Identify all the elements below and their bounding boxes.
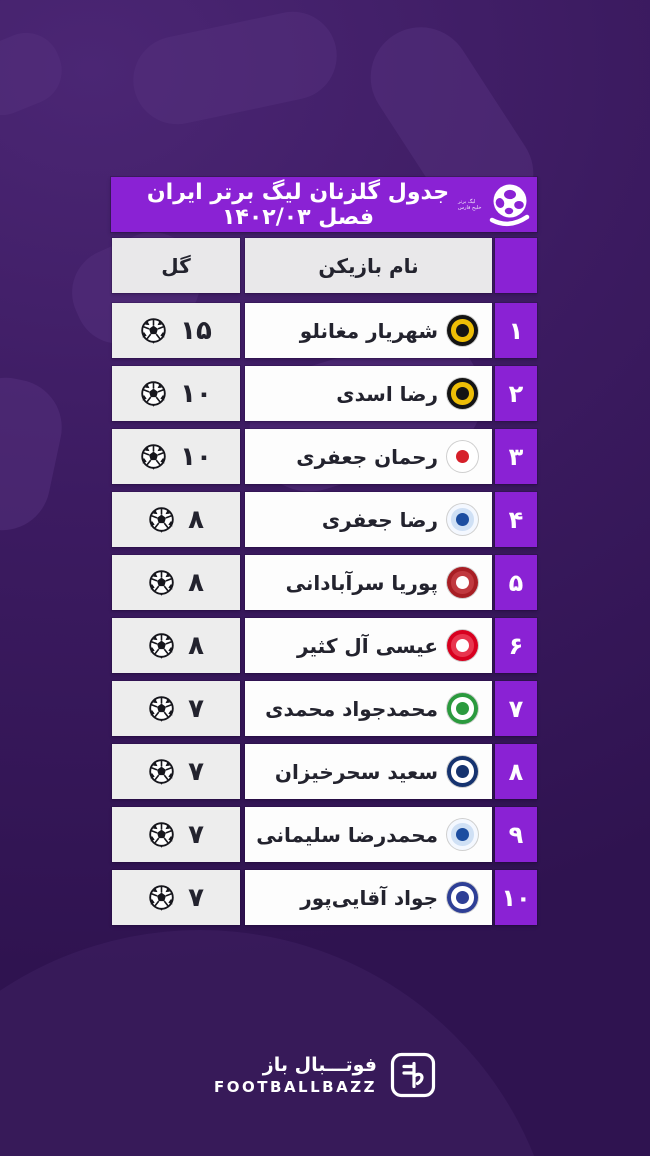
club-logo-ring	[451, 886, 473, 908]
rank-cell	[495, 366, 537, 421]
club-logo-green-club	[447, 693, 478, 724]
club-logo-core	[456, 576, 469, 589]
brand-name-english: FOOTBALLBAZZ	[214, 1077, 377, 1096]
player-cell	[245, 870, 492, 925]
rank-value: ۱۰	[501, 883, 531, 912]
rank-value: ۷	[508, 694, 524, 723]
title-bar	[111, 177, 537, 232]
rank-cell	[495, 429, 537, 484]
table-row	[112, 681, 537, 736]
rank-cell	[495, 303, 537, 358]
brand-name-persian: فوتـــبال باز	[262, 1053, 377, 1076]
club-logo-core	[456, 513, 469, 526]
club-logo-persepolis	[447, 630, 478, 661]
goals-cell	[112, 492, 240, 547]
soccer-ball-icon	[148, 821, 175, 848]
goals-cell	[112, 870, 240, 925]
table-row	[112, 807, 537, 862]
rank-value: ۹	[508, 820, 524, 849]
league-logo-text: لیگ برتر خلیج فارس	[458, 198, 482, 211]
table-row	[112, 492, 537, 547]
soccer-ball-icon	[148, 632, 175, 659]
brand-text	[214, 1054, 377, 1097]
player-name: رضا اسدی	[336, 381, 438, 406]
player-name: محمدرضا سلیمانی	[256, 822, 438, 847]
player-cell	[245, 681, 492, 736]
club-logo-ring	[451, 571, 473, 593]
goals-cell	[112, 366, 240, 421]
ball-panel-shape	[0, 369, 71, 539]
club-logo-esteghlal-khuzestan	[447, 882, 478, 913]
league-ball-icon	[485, 180, 533, 230]
player-cell	[245, 555, 492, 610]
player-name: شهریار مغانلو	[299, 318, 438, 343]
club-logo-core	[456, 765, 469, 778]
goals-value: ۷	[188, 882, 204, 913]
rank-cell	[495, 744, 537, 799]
player-cell	[245, 429, 492, 484]
club-logo-malavan	[447, 819, 478, 850]
club-logo-ring	[451, 508, 473, 530]
ball-panel-shape	[125, 4, 345, 133]
rank-cell	[495, 870, 537, 925]
footballbazz-logo-icon	[390, 1052, 436, 1098]
table-row	[112, 744, 537, 799]
table-row	[112, 555, 537, 610]
club-logo-tractor	[447, 441, 478, 472]
club-logo-ring	[451, 823, 473, 845]
club-logo-ring	[451, 382, 473, 404]
rank-value: ۶	[508, 631, 524, 660]
goals-value: ۸	[188, 567, 204, 598]
bottom-ball-glow	[0, 930, 560, 1156]
player-cell	[245, 492, 492, 547]
club-logo-core	[456, 891, 469, 904]
rank-value: ۸	[508, 757, 524, 786]
player-cell	[245, 303, 492, 358]
soccer-ball-icon	[148, 884, 175, 911]
rank-cell	[495, 618, 537, 673]
column-header-rank-stub	[495, 238, 537, 293]
player-name: پوریا سرآبادانی	[285, 570, 438, 595]
player-name: عیسی آل کثیر	[297, 633, 438, 658]
player-name: محمدجواد محمدی	[265, 696, 438, 721]
goals-value: ۷	[188, 819, 204, 850]
club-logo-ring	[451, 760, 473, 782]
goals-value: ۱۰	[180, 378, 212, 409]
club-logo-ring	[451, 697, 473, 719]
player-cell	[245, 744, 492, 799]
rank-value: ۳	[508, 442, 524, 471]
soccer-ball-icon	[140, 380, 167, 407]
club-logo-core	[456, 387, 469, 400]
club-logo-ring	[451, 319, 473, 341]
table-row	[112, 618, 537, 673]
club-logo-paykan	[447, 756, 478, 787]
page-title: جدول گلزنان لیگ برتر ایران فصل ۱۴۰۲/۰۳	[146, 179, 450, 230]
soccer-ball-icon	[140, 317, 167, 344]
club-logo-shams-azar	[447, 567, 478, 598]
goals-value: ۸	[188, 630, 204, 661]
column-header-player: نام بازیکن	[245, 238, 492, 293]
club-logo-ring	[451, 634, 473, 656]
goals-value: ۱۰	[180, 441, 212, 472]
player-cell	[245, 366, 492, 421]
goals-cell	[112, 555, 240, 610]
ball-panel-shape	[0, 23, 72, 126]
table-row	[112, 429, 537, 484]
rank-value: ۲	[508, 379, 524, 408]
goals-value: ۱۵	[180, 315, 212, 346]
club-logo-core	[456, 828, 469, 841]
soccer-ball-icon	[148, 695, 175, 722]
rank-value: ۴	[508, 505, 524, 534]
player-name: رضا جعفری	[321, 507, 438, 532]
player-cell	[245, 807, 492, 862]
rank-cell	[495, 681, 537, 736]
club-logo-core	[456, 324, 469, 337]
goals-cell	[112, 744, 240, 799]
goals-cell	[112, 303, 240, 358]
goals-cell	[112, 807, 240, 862]
table-rows	[112, 303, 537, 933]
table-row	[112, 366, 537, 421]
goals-value: ۷	[188, 693, 204, 724]
soccer-ball-icon	[140, 443, 167, 470]
soccer-ball-icon	[148, 758, 175, 785]
soccer-ball-icon	[148, 506, 175, 533]
goals-cell	[112, 429, 240, 484]
player-name: رحمان جعفری	[296, 444, 438, 469]
goals-cell	[112, 618, 240, 673]
player-name: سعید سحرخیزان	[274, 759, 438, 784]
rank-value: ۱	[508, 316, 524, 345]
goals-value: ۷	[188, 756, 204, 787]
club-logo-sepahan	[447, 315, 478, 346]
player-cell	[245, 618, 492, 673]
league-logo	[458, 180, 533, 230]
footer-brand	[0, 1052, 650, 1098]
rank-cell	[495, 555, 537, 610]
rank-cell	[495, 492, 537, 547]
rank-cell	[495, 807, 537, 862]
soccer-ball-icon	[148, 569, 175, 596]
club-logo-ring	[451, 445, 473, 467]
table-row	[112, 870, 537, 925]
club-logo-core	[456, 702, 469, 715]
table-row	[112, 303, 537, 358]
club-logo-core	[456, 450, 469, 463]
player-name: جواد آقایی‌پور	[300, 885, 438, 910]
club-logo-sepahan	[447, 378, 478, 409]
goals-cell	[112, 681, 240, 736]
rank-value: ۵	[508, 568, 524, 597]
club-logo-core	[456, 639, 469, 652]
column-header-goals: گل	[112, 238, 240, 293]
club-logo-malavan	[447, 504, 478, 535]
goals-value: ۸	[188, 504, 204, 535]
